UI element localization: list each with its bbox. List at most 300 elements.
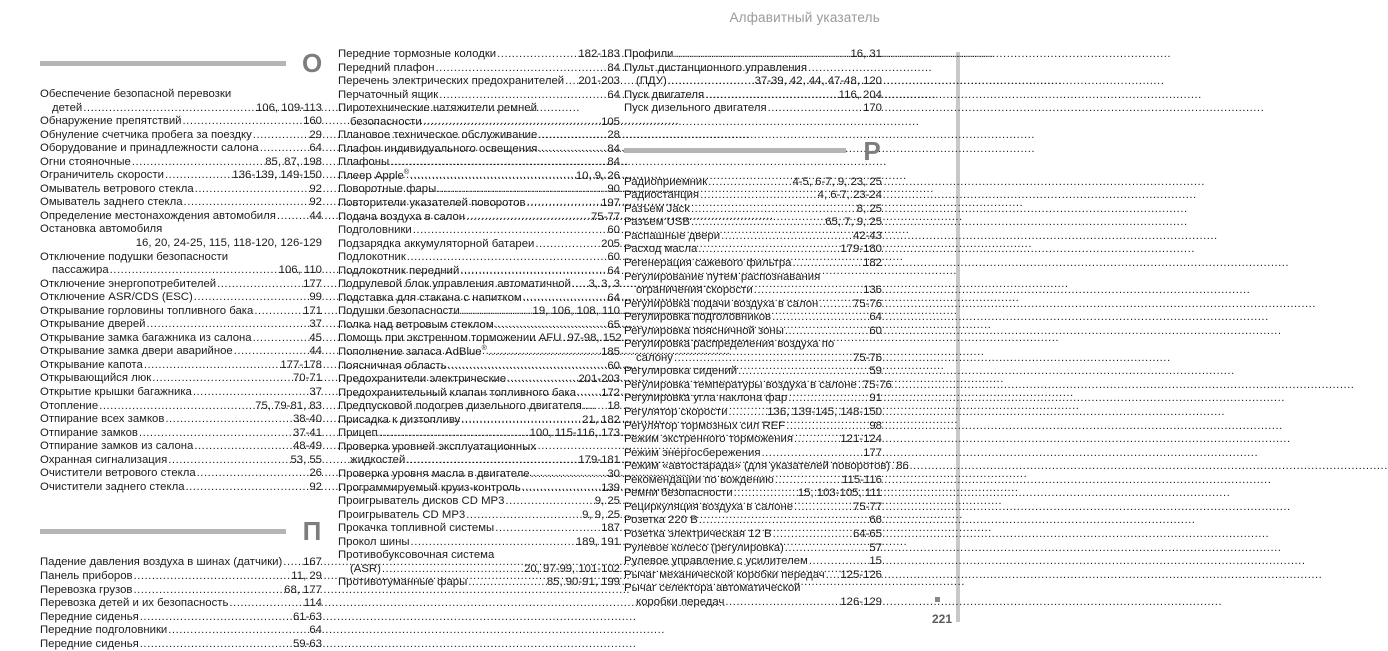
index-entry-text: Определение местонахождения автомобиля <box>40 209 276 222</box>
index-entry-pages: 15, 103-105, 111 <box>797 487 882 500</box>
index-entry-line: Проверка уровней эксплуатационных <box>338 440 537 453</box>
leader-dots <box>583 400 607 414</box>
index-entry-row <box>40 115 322 129</box>
index-entry-term <box>40 386 192 400</box>
index-entry-pages: 26 <box>309 467 322 480</box>
index-entry-term <box>40 210 276 224</box>
index-entry <box>40 169 322 183</box>
index-entry-pages: 9, 25 <box>594 495 620 508</box>
index-entry <box>40 210 322 224</box>
index-entry-text: Оборудование и принадлежности салона <box>40 142 259 155</box>
index-entry-text: Подлокотник передний <box>338 264 460 277</box>
index-entry-pages: 177-178 <box>280 358 322 371</box>
leader-dots <box>577 387 600 401</box>
index-entry <box>624 474 882 488</box>
index-entry-pages: 136 <box>863 284 882 297</box>
index-entry-pages: 85, 90-91, 199 <box>546 576 620 589</box>
index-entry-row <box>40 638 322 651</box>
index-entry-pages: 60 <box>607 359 620 372</box>
index-entry-term <box>624 514 698 528</box>
leader-dots <box>407 251 607 265</box>
index-entry <box>40 427 322 441</box>
index-entry-text: Прокачка топливной системы <box>338 522 495 535</box>
index-entry-term <box>636 284 753 298</box>
index-entry-row <box>338 265 620 279</box>
index-entry-line: Рычаг селектора автоматической <box>624 582 801 595</box>
leader-dots <box>193 386 309 400</box>
section-rule <box>40 529 286 534</box>
index-entry-pages: 57 <box>869 541 882 554</box>
index-entry-term <box>40 169 164 183</box>
leader-dots <box>260 142 309 156</box>
index-entry <box>624 528 882 542</box>
index-entry-term <box>624 216 690 230</box>
index-entry-row <box>40 597 322 611</box>
leader-dots <box>488 346 600 360</box>
index-entry-term <box>624 89 704 103</box>
index-entry-row <box>40 156 322 170</box>
index-entry-pages: 64-65 <box>852 527 882 540</box>
index-entry-term <box>338 211 465 225</box>
index-entry-row <box>624 487 882 501</box>
index-entry-term <box>350 563 381 577</box>
index-entry-term <box>624 542 784 556</box>
index-entry-text: Отпирание замков <box>40 426 138 439</box>
index-entry-pages: 16, 20, 24-25, 115, 118-120, 126-129 <box>135 237 322 250</box>
index-entry-term <box>40 454 167 468</box>
index-entry <box>624 447 882 461</box>
index-entry-text: Присадка к дизтопливу <box>338 413 461 426</box>
index-entry-row <box>40 584 322 598</box>
index-entry-text: Рулевое управление с усилителем <box>624 555 808 568</box>
index-entry-text: Омыватель заднего стекла <box>40 196 183 209</box>
index-entry-pages: 139 <box>601 481 620 494</box>
index-entry <box>338 292 620 306</box>
leader-dots <box>140 611 292 625</box>
leader-dots <box>792 257 862 271</box>
index-entry-pages: 172 <box>601 386 620 399</box>
leader-dots <box>794 433 839 447</box>
index-entry-text: Предпусковой подогрев дизельного двигателя <box>338 400 582 413</box>
index-entry-row <box>338 332 620 346</box>
leader-dots <box>466 211 590 225</box>
index-entry-row <box>624 420 882 434</box>
index-entry-text: Регулировка температуры воздуха в салоне <box>624 378 857 391</box>
index-entry-term <box>40 345 233 359</box>
index-entry-text: Прицеп <box>338 427 378 440</box>
index-entry-text: Обнуление счетчика пробега за поездку <box>40 128 252 141</box>
index-entry-term <box>338 305 460 319</box>
index-entry-row <box>40 291 322 305</box>
index-entry-term <box>624 433 793 447</box>
index-entry-pages: 185 <box>601 346 620 359</box>
index-entry <box>338 414 620 428</box>
index-entry-term <box>338 319 494 333</box>
index-entry-row <box>338 170 620 184</box>
leader-dots <box>674 352 852 366</box>
index-entry-pages: 92 <box>309 182 322 195</box>
index-entry-row <box>40 440 322 454</box>
index-entry-row <box>40 169 322 183</box>
leader-dots <box>253 129 309 143</box>
index-entry-pages: 170 <box>863 102 882 115</box>
index-entry <box>338 332 620 346</box>
index-entry-text: Падение давления воздуха в шинах (датчики) <box>40 556 283 569</box>
index-entry <box>338 143 620 157</box>
index-entry-term <box>40 638 139 651</box>
index-entry-pages: 11, 29 <box>291 569 322 582</box>
index-entry-text: Режим энергосбережения <box>624 446 761 459</box>
index-entry-row <box>338 305 620 319</box>
leader-dots <box>786 420 868 434</box>
index-entry-term <box>40 584 132 598</box>
index-entry-text: Ограничитель скорости <box>40 169 165 182</box>
index-entry-term <box>40 440 193 454</box>
index-entry-row <box>40 183 322 197</box>
leader-dots <box>139 427 292 441</box>
index-entry-text: Предохранительный клапан топливного бака <box>338 386 577 399</box>
index-entry-term <box>40 142 259 156</box>
leader-dots <box>382 563 523 577</box>
leader-dots <box>253 332 309 346</box>
index-entry-line: Пиротехнические натяжители ремней <box>338 102 537 115</box>
index-entry-term <box>338 48 496 62</box>
index-entry-term <box>624 243 697 257</box>
index-entry-term <box>636 352 673 366</box>
index-entry <box>40 156 322 170</box>
index-entry-text: Передние подголовники <box>40 624 168 637</box>
section-heading <box>624 135 882 166</box>
index-entry-row <box>40 372 322 386</box>
index-entry-text: Плафон индивидуального освещения <box>338 142 538 155</box>
index-entry-text: Розетка электрическая 12 В <box>624 527 772 540</box>
index-entry-pages: 92 <box>309 480 322 493</box>
index-entry <box>40 223 322 250</box>
index-entry-row <box>338 576 620 590</box>
index-entry-term <box>624 311 771 325</box>
index-entry <box>338 427 620 441</box>
index-entry-line: Обеспечение безопасной перевозки <box>40 88 232 100</box>
index-entry-term <box>40 332 252 346</box>
index-entry-term <box>624 392 787 406</box>
index-entry-pages: 179-180 <box>840 243 882 256</box>
leader-dots <box>194 291 309 305</box>
index-entry-term <box>338 224 412 238</box>
index-entry-text: Огни стояночные <box>40 155 131 168</box>
index-entry-pages: 182 <box>863 257 882 270</box>
index-entry-term <box>338 278 571 292</box>
index-entry-pages: 48-49 <box>292 440 322 453</box>
index-entry-text: Регулятор скорости <box>624 406 728 419</box>
leader-dots <box>562 332 566 346</box>
index-entry-row <box>338 373 620 387</box>
index-entry <box>40 467 322 481</box>
index-entry <box>338 509 620 523</box>
index-entry-pages: 37-41 <box>292 426 322 439</box>
leader-dots <box>538 129 606 143</box>
leader-dots <box>423 116 600 130</box>
index-entry-line: Регулирование путем распознавания <box>624 270 821 283</box>
index-entry-text: Перевозка детей и их безопасность <box>40 597 229 610</box>
leader-dots <box>461 414 581 428</box>
index-entry-row <box>40 305 322 319</box>
leader-dots <box>183 115 303 129</box>
index-entry-term <box>338 238 534 252</box>
leader-dots <box>184 196 309 210</box>
index-entry-term <box>40 427 138 441</box>
index-entry-pages: 125-126 <box>840 568 882 581</box>
index-entry-row <box>338 400 620 414</box>
index-entry-term <box>338 522 494 536</box>
index-entry-pages: 37 <box>309 318 322 331</box>
index-entry <box>40 359 322 373</box>
leader-dots <box>705 89 837 103</box>
leader-dots <box>437 183 606 197</box>
index-entry-text: Поясничная область <box>338 359 447 372</box>
index-entry-row <box>338 211 620 225</box>
index-entry <box>624 338 882 365</box>
index-entry-text: (ASR) <box>350 562 381 575</box>
index-entry <box>338 170 620 184</box>
index-entry-pages: 29 <box>309 128 322 141</box>
index-entry <box>338 265 620 279</box>
index-entry-text: детей <box>52 101 83 114</box>
index-entry-pages: 70-71 <box>292 372 322 385</box>
index-entry-term <box>40 372 151 386</box>
index-entry-term <box>624 48 673 62</box>
leader-dots <box>461 305 532 319</box>
index-entry <box>40 278 322 292</box>
index-entry-row <box>624 406 882 420</box>
index-entry-row <box>40 359 322 373</box>
index-entry <box>624 365 882 379</box>
index-entry <box>40 638 322 651</box>
index-entry-term <box>338 495 504 509</box>
leader-dots <box>165 169 231 183</box>
leader-dots <box>754 284 862 298</box>
index-entry-row <box>624 528 882 542</box>
leader-dots <box>775 474 841 488</box>
index-entry-text: Отопление <box>40 399 99 412</box>
registered-mark: ® <box>403 169 410 177</box>
index-entry-pages: 105 <box>601 115 620 128</box>
leader-dots <box>439 89 606 103</box>
index-entry-text: Плановое техническое обслуживание <box>338 129 538 142</box>
index-entry <box>624 542 882 556</box>
index-entry-term <box>338 197 526 211</box>
index-entry-row <box>338 48 620 62</box>
index-entry <box>338 102 620 129</box>
index-entry-pages: 97-98, 152 <box>567 332 622 345</box>
section-rule <box>40 61 286 66</box>
index-entry <box>338 482 620 496</box>
leader-dots <box>197 467 309 481</box>
index-entry-text: Перчаточный ящик <box>338 88 439 101</box>
leader-dots <box>497 48 577 62</box>
index-entry-row <box>624 298 882 312</box>
index-entry-text: Остановка автомобиля <box>40 223 163 236</box>
registered-mark: ® <box>481 345 487 353</box>
index-entry-term <box>624 379 857 393</box>
index-entry-term <box>350 116 422 130</box>
index-entry <box>338 522 620 536</box>
index-entry-term <box>338 129 537 143</box>
page-marker <box>935 597 940 602</box>
index-entry-pages: 100, 115-116, 173 <box>529 427 620 440</box>
leader-dots <box>858 379 862 393</box>
index-entry-term <box>338 183 436 197</box>
leader-dots <box>448 360 607 374</box>
index-entry <box>624 102 882 116</box>
index-entry <box>624 555 882 569</box>
index-entry-row <box>338 143 620 157</box>
index-entry <box>338 468 620 482</box>
index-entry <box>338 549 620 576</box>
leader-dots <box>110 264 278 278</box>
leader-dots <box>691 203 856 217</box>
leader-dots <box>495 522 600 536</box>
index-entry-row <box>40 624 322 638</box>
leader-dots <box>133 584 283 598</box>
index-entry-term <box>624 176 707 190</box>
index-entry <box>624 460 909 474</box>
index-entry-term <box>338 292 522 306</box>
index-entry-row <box>40 102 322 116</box>
index-entry-row <box>40 467 322 481</box>
leader-dots <box>390 156 606 170</box>
index-entry-term <box>338 360 447 374</box>
index-entry-pages: 197 <box>601 197 620 210</box>
index-entry <box>624 487 882 501</box>
index-entry-row <box>40 210 322 224</box>
leader-dots <box>229 597 303 611</box>
index-entry-pages: 28 <box>607 129 620 142</box>
index-entry <box>40 584 322 598</box>
leader-dots <box>277 210 308 224</box>
leader-dots <box>99 400 254 414</box>
index-entry-row <box>40 223 322 237</box>
index-entry-row <box>40 400 322 414</box>
index-entry <box>40 291 322 305</box>
index-entry <box>40 597 322 611</box>
index-entry-term <box>338 414 460 428</box>
leader-dots <box>522 482 600 496</box>
leader-dots <box>699 514 869 528</box>
index-entry-pages: 19, 106, 108, 110 <box>532 305 620 318</box>
index-entry <box>40 372 322 386</box>
index-entry-text: Регулировка подачи воздуха в салон <box>624 297 819 310</box>
index-entry-row <box>338 563 620 577</box>
leader-dots <box>507 373 577 387</box>
index-entry <box>40 318 322 332</box>
index-entry-row <box>40 427 322 441</box>
index-entry-row <box>624 216 882 230</box>
index-entry-pages: 177 <box>863 446 882 459</box>
index-entry-text: Радиоприемник <box>624 175 708 188</box>
index-entry-term <box>338 62 435 76</box>
index-entry-row <box>338 251 620 265</box>
index-entry-row <box>338 414 620 428</box>
leader-dots <box>152 372 292 386</box>
index-entry-term <box>40 359 143 373</box>
index-entry-row <box>338 292 620 306</box>
index-entry-text: Пуск двигателя <box>624 88 705 101</box>
index-entry-text: Охранная сигнализация <box>40 453 168 466</box>
index-entry <box>624 216 882 230</box>
leader-dots <box>466 509 581 523</box>
index-entry-pages: 84 <box>607 156 620 169</box>
index-entry-text: Профили <box>624 48 674 60</box>
index-entry-term <box>338 482 521 496</box>
leader-dots <box>891 460 895 474</box>
index-entry-pages: 60 <box>869 324 882 337</box>
index-entry-pages: 4, 6-7, 23-24 <box>817 189 882 202</box>
leader-dots <box>234 345 309 359</box>
index-entry-pages: 65, 7, 9, 25 <box>825 216 882 229</box>
leader-dots <box>147 318 309 332</box>
index-entry-row <box>338 75 620 89</box>
index-entry-pages: 171 <box>303 304 322 317</box>
leader-dots <box>538 143 606 157</box>
index-entry-row <box>338 197 620 211</box>
index-entry-row <box>624 433 882 447</box>
index-entry <box>40 454 322 468</box>
index-entry-term <box>40 318 146 332</box>
index-entry-term <box>338 346 487 360</box>
index-entry-row <box>624 243 882 257</box>
section-heading <box>40 516 322 547</box>
index-entry-term <box>636 596 724 610</box>
index-entry-row <box>338 509 620 523</box>
index-entry-term <box>350 454 405 468</box>
index-entry-pages: 121-124 <box>840 433 882 446</box>
leader-dots <box>83 102 255 116</box>
leader-dots <box>734 487 797 501</box>
index-entry <box>624 378 892 393</box>
index-entry-term <box>40 400 98 414</box>
index-entry-text: коробки передач <box>636 595 725 608</box>
index-entry-text: Рычаг механической коробки передач <box>624 568 825 581</box>
leader-dots <box>168 624 308 638</box>
index-entry-pages: 106, 109-113 <box>255 101 322 114</box>
index-entry-row <box>40 413 322 427</box>
index-entry-term <box>338 75 564 89</box>
index-entry-row <box>338 522 620 536</box>
index-entry <box>40 345 322 359</box>
index-entry-pages: 99 <box>309 291 322 304</box>
leader-dots <box>505 495 593 509</box>
index-entry-term <box>338 143 537 157</box>
index-entry-text: Распашные двери <box>624 229 721 242</box>
leader-dots <box>668 75 754 89</box>
index-entry-pages: 37 <box>309 386 322 399</box>
index-entry-line: Регулировка распределения воздуха по <box>624 338 835 351</box>
index-entry-pages: 59-63 <box>292 637 322 650</box>
index-entry <box>338 183 620 197</box>
index-entry-row <box>624 89 882 103</box>
leader-dots <box>436 62 607 76</box>
leader-dots <box>495 319 607 333</box>
index-entry-pages: 60 <box>607 251 620 264</box>
index-entry-row <box>624 569 882 583</box>
index-entry-text: Проигрыватель CD MP3 <box>338 508 466 521</box>
index-entry-row <box>40 129 322 143</box>
index-entry-pages: 15 <box>869 555 882 568</box>
leader-dots <box>819 298 852 312</box>
index-entry-row <box>624 352 882 366</box>
index-entry-pages: 21, 182 <box>582 413 620 426</box>
index-entry-pages: 38-40 <box>292 413 322 426</box>
